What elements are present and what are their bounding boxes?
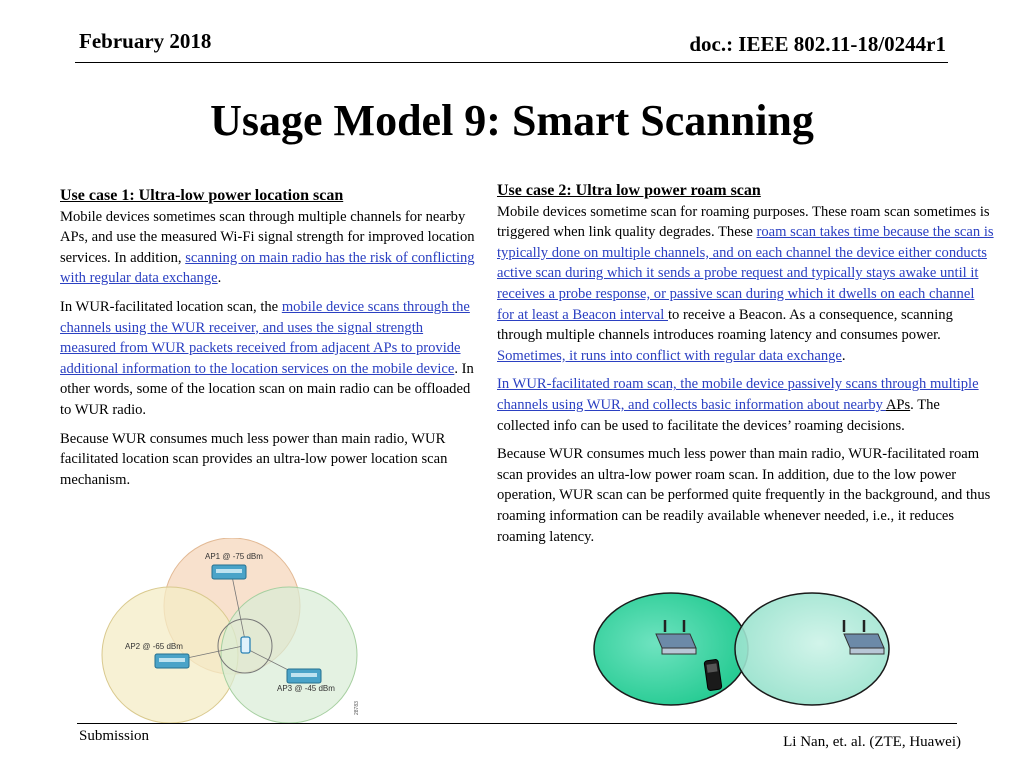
mobile-device-icon <box>241 637 250 653</box>
left-p2-link[interactable]: mobile device scans through the channels using the WUR receiver, and uses the signal strength measured from WUR packets received from adjacent APs to provide additional information to the location services on the mobile device <box>60 298 470 377</box>
header-doc-id: doc.: IEEE 802.11-18/0244r1 <box>689 32 946 56</box>
right-column <box>497 181 995 555</box>
slide-title: Usage Model 9: Smart Scanning <box>210 96 814 145</box>
left-paragraph-2 <box>60 297 478 421</box>
ap3-coverage-circle <box>221 587 357 723</box>
left-heading: Use case 1: Ultra-low power location scan <box>60 187 344 204</box>
left-p2-text1: In WUR-facilitated location scan, the <box>60 298 282 315</box>
ap3-label: AP3 @ -45 dBm <box>277 684 335 693</box>
ap1-label: AP1 @ -75 dBm <box>205 552 263 561</box>
left-paragraph-1 <box>60 207 478 289</box>
left-p1-text1: Mobile devices sometimes scan through multiple channels for nearby APs, and use the measured Wi-Fi signal strength for improved location services. In addition, <box>60 208 475 266</box>
ap1-router-icon <box>212 565 246 579</box>
header-date: February 2018 <box>79 29 212 53</box>
right-p1-text2: to receive a Beacon. As a consequence, scanning through multiple channels introduces roaming latency and consumes power. <box>497 306 953 344</box>
right-p2-text: . The collected info can be used to facilitate the devices’ roaming decisions. <box>497 396 940 434</box>
location-scan-figure <box>95 538 365 723</box>
right-p2-link[interactable]: In WUR-facilitated roam scan, the mobile device passively scans through multiple channels using WUR, and collects basic information about nearby <box>497 376 979 413</box>
left-column <box>60 186 478 498</box>
right-p1-link2[interactable]: Sometimes, it runs into conflict with regular data exchange <box>497 347 842 364</box>
right-paragraph-2 <box>497 374 995 436</box>
left-p2-text2: . In other words, some of the location scan on main radio can be offloaded to WUR radio. <box>60 360 474 418</box>
right-heading: Use case 2: Ultra low power roam scan <box>497 182 761 199</box>
right-p1-text1: Mobile devices sometime scan for roaming purposes. These roam scan sometimes is triggered when link quality degrades. These <box>497 203 990 241</box>
ap2-router-icon <box>155 654 189 668</box>
left-paragraph-3: Because WUR consumes much less power than main radio, WUR facilitated location scan provides an ultra-low power location scan mechanism. <box>60 430 448 488</box>
right-p1-link1[interactable]: roam scan takes time because the scan is typically done on multiple channels, and on each channel the device either conducts active scan during which it sends a probe request and typically stays awake until it receives a probe response, or passive scan during which it dwells on each channel for at least a Beacon interval <box>497 224 994 323</box>
right-p2-aps[interactable]: APs <box>885 396 911 413</box>
ap2-label: AP2 @ -65 dBm <box>125 642 183 651</box>
right-paragraph-1 <box>497 202 995 367</box>
ap3-router-icon <box>287 669 321 683</box>
left-p1-text2: . <box>217 270 222 287</box>
right-paragraph-3: Because WUR consumes much less power than main radio, WUR-facilitated roam scan provides an ultra-low power roam scan. In addition, due to the low power operation, WUR scan can be performed quite frequently in the background, and thus roaming information can be readily available whenever needed, i.e., it reduces roaming latency. <box>497 446 991 545</box>
left-p1-link[interactable]: scanning on main radio has the risk of conflicting with regular data exchange <box>60 249 475 287</box>
header-divider <box>75 62 948 63</box>
right-p1-text3: . <box>841 347 846 364</box>
footer-authors: Li Nan, et. al. (ZTE, Huawei) <box>783 734 961 750</box>
footer-divider <box>77 723 957 724</box>
footer-submission: Submission <box>79 728 150 744</box>
figure-id: 28783 <box>354 701 360 715</box>
roam-scan-figure <box>588 592 908 707</box>
